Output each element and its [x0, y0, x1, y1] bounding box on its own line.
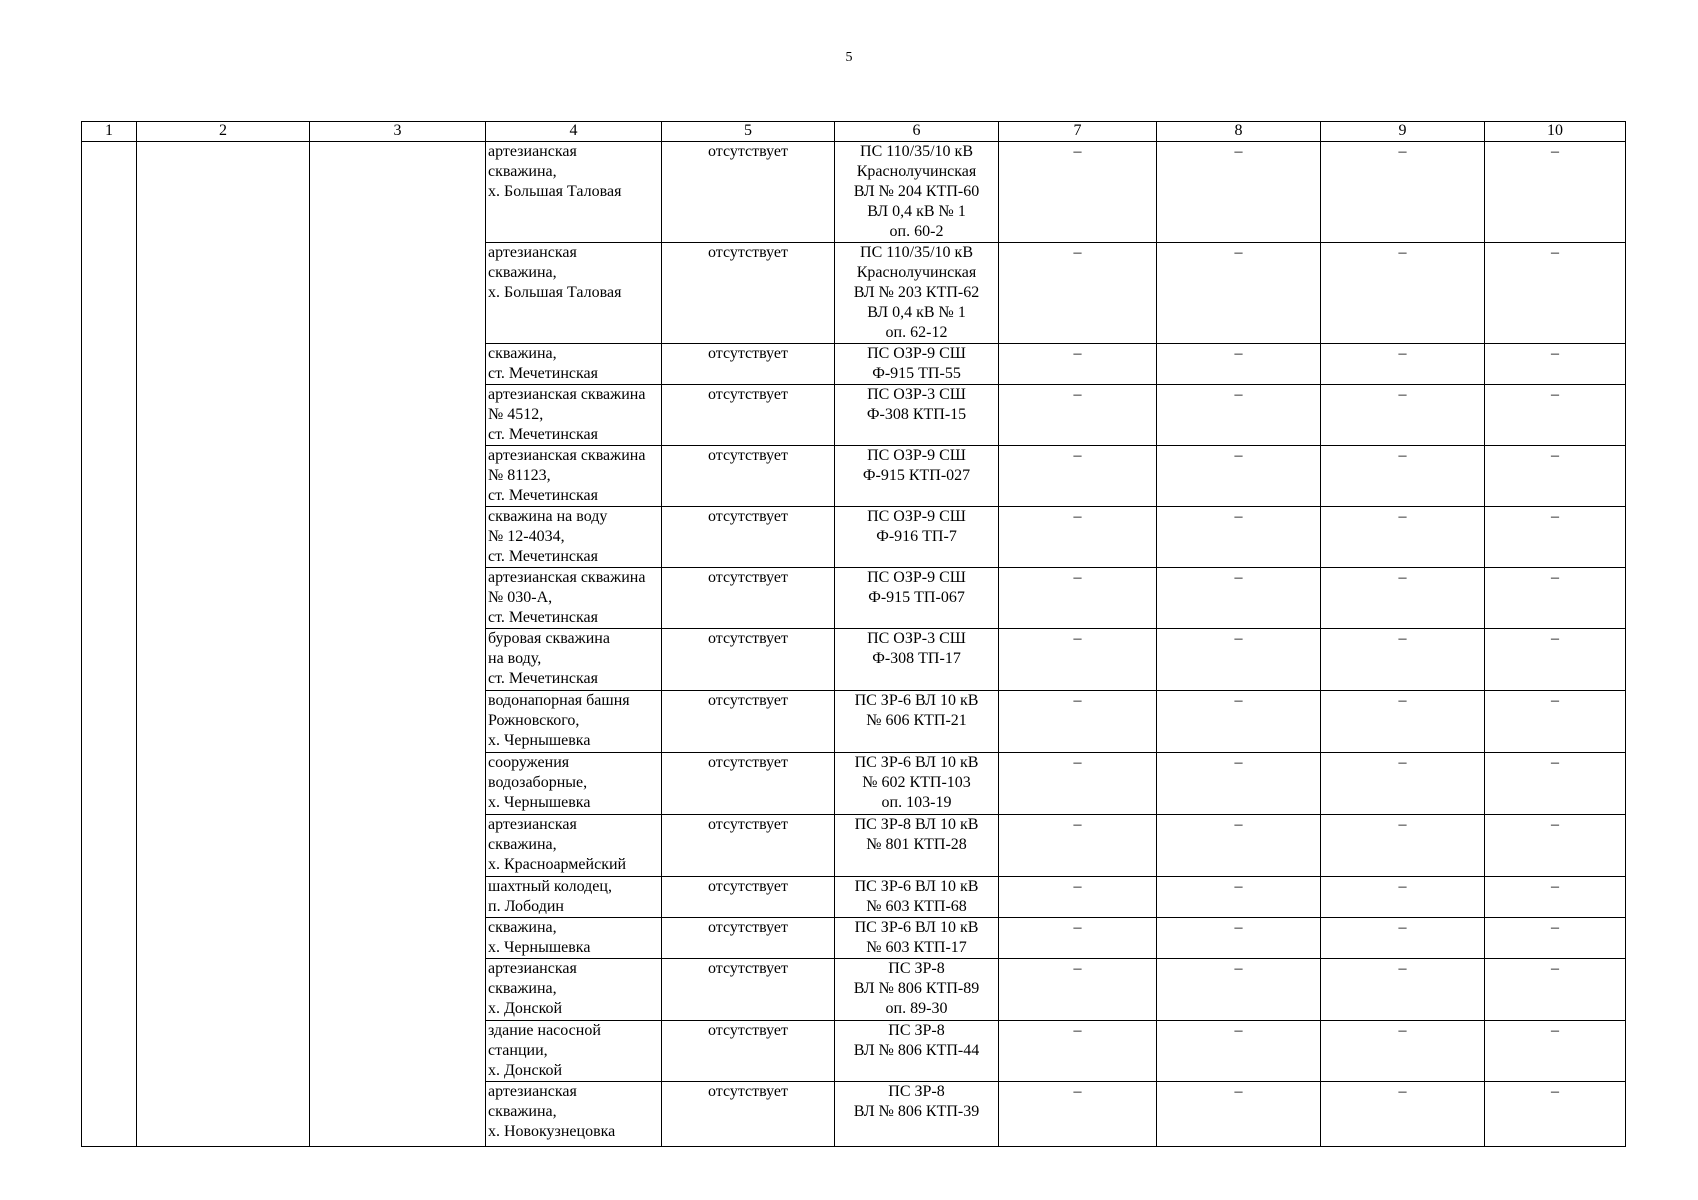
object-name-cell: шахтный колодец, п. Лободин	[486, 877, 662, 918]
object-name-cell: здание насосной станции, х. Донской	[486, 1021, 662, 1082]
col9-cell: –	[1321, 385, 1485, 446]
status-cell: отсутствует	[662, 918, 835, 959]
col9-cell: –	[1321, 959, 1485, 1021]
status-cell: отсутствует	[662, 1082, 835, 1147]
col9-cell: –	[1321, 142, 1485, 243]
status-cell: отсутствует	[662, 691, 835, 753]
col9-cell: –	[1321, 877, 1485, 918]
status-cell: отсутствует	[662, 142, 835, 243]
object-name-cell: артезианская скважина, х. Большая Таловая	[486, 243, 662, 344]
object-name-cell: скважина, ст. Мечетинская	[486, 344, 662, 385]
header-cell: 1	[82, 122, 137, 142]
status-cell: отсутствует	[662, 877, 835, 918]
status-cell: отсутствует	[662, 629, 835, 691]
col8-cell: –	[1157, 385, 1321, 446]
header-cell: 6	[835, 122, 999, 142]
col10-cell: –	[1485, 1082, 1626, 1147]
status-cell: отсутствует	[662, 815, 835, 877]
col7-cell: –	[999, 446, 1157, 507]
object-name-cell: артезианская скважина, х. Красноармейский	[486, 815, 662, 877]
power-source-cell: ПС ОЗР-9 СШ Ф-915 ТП-067	[835, 568, 999, 629]
col10-cell: –	[1485, 568, 1626, 629]
col7-cell: –	[999, 877, 1157, 918]
col8-cell: –	[1157, 753, 1321, 815]
status-cell: отсутствует	[662, 568, 835, 629]
power-source-cell: ПС ЗР-8 ВЛ № 806 КТП-44	[835, 1021, 999, 1082]
col10-cell: –	[1485, 1021, 1626, 1082]
col8-cell: –	[1157, 959, 1321, 1021]
col9-cell: –	[1321, 815, 1485, 877]
object-name-cell: сооружения водозаборные, х. Чернышевка	[486, 753, 662, 815]
col2-empty-cell	[137, 142, 310, 1147]
col8-cell: –	[1157, 1082, 1321, 1147]
header-cell: 3	[310, 122, 486, 142]
status-cell: отсутствует	[662, 243, 835, 344]
header-cell: 7	[999, 122, 1157, 142]
col10-cell: –	[1485, 344, 1626, 385]
col7-cell: –	[999, 959, 1157, 1021]
col8-cell: –	[1157, 446, 1321, 507]
power-source-cell: ПС ОЗР-9 СШ Ф-915 КТП-027	[835, 446, 999, 507]
object-name-cell: скважина, х. Чернышевка	[486, 918, 662, 959]
col10-cell: –	[1485, 753, 1626, 815]
col7-cell: –	[999, 243, 1157, 344]
object-name-cell: буровая скважина на воду, ст. Мечетинская	[486, 629, 662, 691]
page-number: 5	[845, 50, 853, 65]
col3-empty-cell	[310, 142, 486, 1147]
col9-cell: –	[1321, 1021, 1485, 1082]
power-source-cell: ПС ЗР-8 ВЛ 10 кВ № 801 КТП-28	[835, 815, 999, 877]
object-name-cell: водонапорная башня Рожновского, х. Чернышевка	[486, 691, 662, 753]
col8-cell: –	[1157, 918, 1321, 959]
col7-cell: –	[999, 1082, 1157, 1147]
header-cell: 4	[486, 122, 662, 142]
col1-empty-cell	[82, 142, 137, 1147]
col10-cell: –	[1485, 877, 1626, 918]
col8-cell: –	[1157, 877, 1321, 918]
col9-cell: –	[1321, 918, 1485, 959]
col10-cell: –	[1485, 446, 1626, 507]
col10-cell: –	[1485, 142, 1626, 243]
object-name-cell: артезианская скважина № 030-А, ст. Мечетинская	[486, 568, 662, 629]
object-name-cell: артезианская скважина, х. Донской	[486, 959, 662, 1021]
col7-cell: –	[999, 753, 1157, 815]
object-name-cell: артезианская скважина, х. Новокузнецовка	[486, 1082, 662, 1147]
col7-cell: –	[999, 691, 1157, 753]
power-source-cell: ПС 110/35/10 кВ Краснолучинская ВЛ № 203 КТП-62 ВЛ 0,4 кВ № 1 оп. 62-12	[835, 243, 999, 344]
col10-cell: –	[1485, 385, 1626, 446]
col10-cell: –	[1485, 691, 1626, 753]
col7-cell: –	[999, 344, 1157, 385]
col10-cell: –	[1485, 815, 1626, 877]
table-row	[82, 142, 1626, 243]
col10-cell: –	[1485, 243, 1626, 344]
power-source-cell: ПС ОЗР-9 СШ Ф-915 ТП-55	[835, 344, 999, 385]
power-source-cell: ПС ОЗР-3 СШ Ф-308 ТП-17	[835, 629, 999, 691]
status-cell: отсутствует	[662, 753, 835, 815]
status-cell: отсутствует	[662, 344, 835, 385]
header-cell: 2	[137, 122, 310, 142]
col7-cell: –	[999, 142, 1157, 243]
col9-cell: –	[1321, 507, 1485, 568]
col7-cell: –	[999, 629, 1157, 691]
power-source-cell: ПС ЗР-8 ВЛ № 806 КТП-39	[835, 1082, 999, 1147]
power-source-cell: ПС 110/35/10 кВ Краснолучинская ВЛ № 204 КТП-60 ВЛ 0,4 кВ № 1 оп. 60-2	[835, 142, 999, 243]
object-name-cell: артезианская скважина № 81123, ст. Мечетинская	[486, 446, 662, 507]
col8-cell: –	[1157, 344, 1321, 385]
col9-cell: –	[1321, 1082, 1485, 1147]
power-source-cell: ПС ОЗР-9 СШ Ф-916 ТП-7	[835, 507, 999, 568]
col7-cell: –	[999, 385, 1157, 446]
col7-cell: –	[999, 1021, 1157, 1082]
col8-cell: –	[1157, 1021, 1321, 1082]
status-cell: отсутствует	[662, 1021, 835, 1082]
object-name-cell: скважина на воду № 12-4034, ст. Мечетинская	[486, 507, 662, 568]
col9-cell: –	[1321, 753, 1485, 815]
col7-cell: –	[999, 918, 1157, 959]
status-cell: отсутствует	[662, 959, 835, 1021]
power-source-cell: ПС ЗР-6 ВЛ 10 кВ № 603 КТП-68	[835, 877, 999, 918]
col9-cell: –	[1321, 629, 1485, 691]
col9-cell: –	[1321, 568, 1485, 629]
data-table	[81, 121, 1626, 1147]
col10-cell: –	[1485, 629, 1626, 691]
col8-cell: –	[1157, 691, 1321, 753]
col8-cell: –	[1157, 507, 1321, 568]
status-cell: отсутствует	[662, 385, 835, 446]
col9-cell: –	[1321, 691, 1485, 753]
power-source-cell: ПС ЗР-6 ВЛ 10 кВ № 603 КТП-17	[835, 918, 999, 959]
header-cell: 9	[1321, 122, 1485, 142]
header-cell: 10	[1485, 122, 1626, 142]
power-source-cell: ПС ЗР-6 ВЛ 10 кВ № 606 КТП-21	[835, 691, 999, 753]
col8-cell: –	[1157, 142, 1321, 243]
col7-cell: –	[999, 568, 1157, 629]
col8-cell: –	[1157, 568, 1321, 629]
col10-cell: –	[1485, 507, 1626, 568]
col7-cell: –	[999, 507, 1157, 568]
status-cell: отсутствует	[662, 446, 835, 507]
status-cell: отсутствует	[662, 507, 835, 568]
col9-cell: –	[1321, 344, 1485, 385]
header-row	[82, 122, 1626, 142]
col7-cell: –	[999, 815, 1157, 877]
header-cell: 8	[1157, 122, 1321, 142]
col10-cell: –	[1485, 918, 1626, 959]
power-source-cell: ПС ЗР-6 ВЛ 10 кВ № 602 КТП-103 оп. 103-19	[835, 753, 999, 815]
header-cell: 5	[662, 122, 835, 142]
power-source-cell: ПС ОЗР-3 СШ Ф-308 КТП-15	[835, 385, 999, 446]
col9-cell: –	[1321, 243, 1485, 344]
col8-cell: –	[1157, 243, 1321, 344]
col8-cell: –	[1157, 815, 1321, 877]
power-source-cell: ПС ЗР-8 ВЛ № 806 КТП-89 оп. 89-30	[835, 959, 999, 1021]
object-name-cell: артезианская скважина № 4512, ст. Мечетинская	[486, 385, 662, 446]
col8-cell: –	[1157, 629, 1321, 691]
col10-cell: –	[1485, 959, 1626, 1021]
col9-cell: –	[1321, 446, 1485, 507]
object-name-cell: артезианская скважина, х. Большая Таловая	[486, 142, 662, 243]
